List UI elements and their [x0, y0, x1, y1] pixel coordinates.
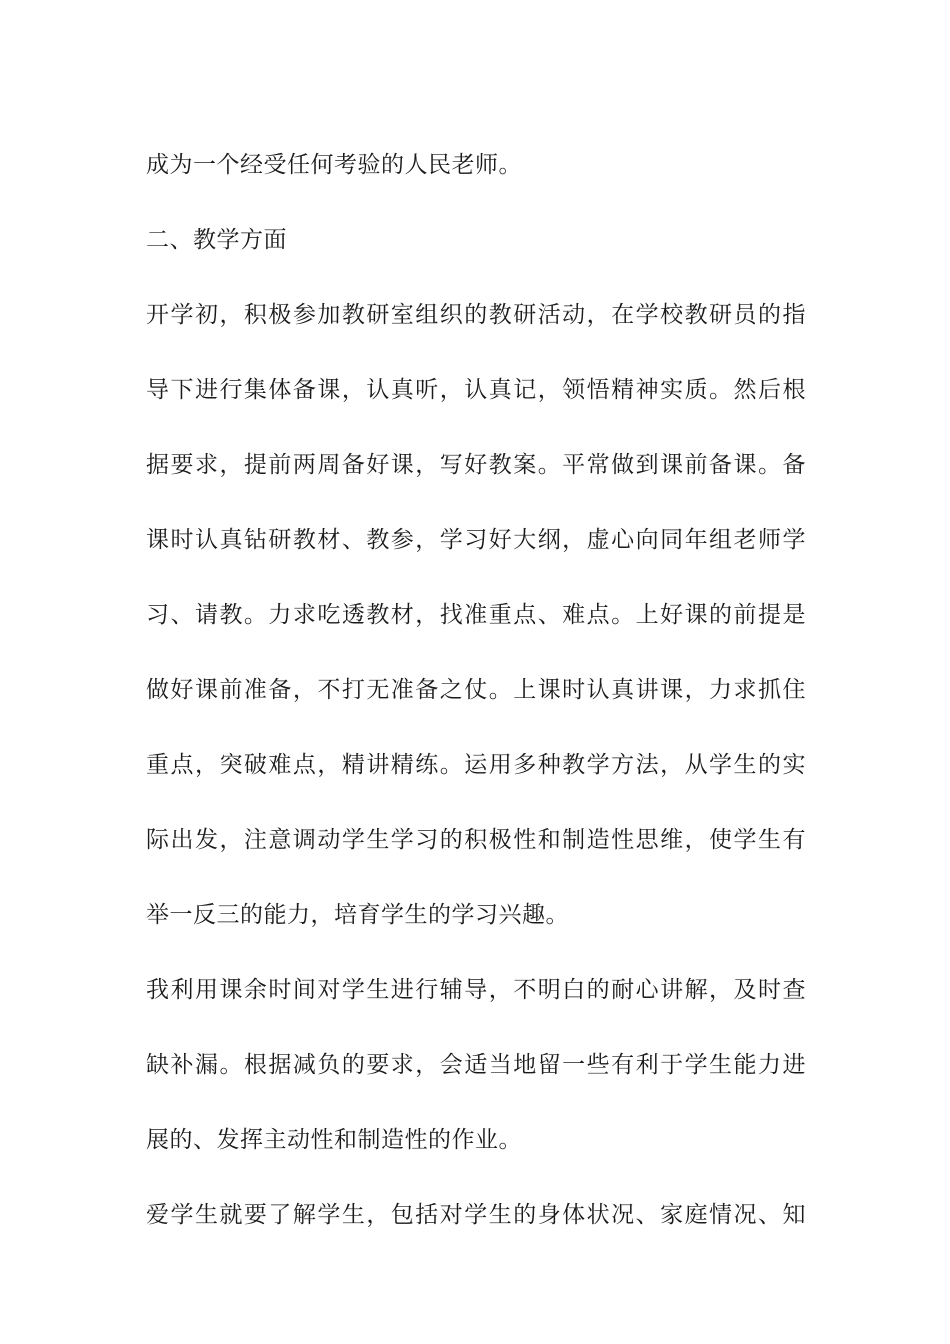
paragraph-line: 重点，突破难点，精讲精练。运用多种教学方法，从学生的实: [146, 752, 806, 778]
paragraph-line: 成为一个经受任何考验的人民老师。: [146, 152, 522, 178]
paragraph-line: 做好课前准备，不打无准备之仗。上课时认真讲课，力求抓住: [146, 677, 806, 703]
paragraph-line: 据要求，提前两周备好课，写好教案。平常做到课前备课。备: [146, 452, 806, 478]
paragraph-line: 爱学生就要了解学生，包括对学生的身体状况、家庭情况、知: [146, 1202, 806, 1228]
paragraph-line: 展的、发挥主动性和制造性的作业。: [146, 1127, 522, 1153]
paragraph-line: 课时认真钻研教材、教参，学习好大纲，虚心向同年组老师学: [146, 527, 806, 553]
section-heading: 二、教学方面: [146, 227, 287, 253]
paragraph-line: 我利用课余时间对学生进行辅导，不明白的耐心讲解，及时查: [146, 977, 806, 1003]
paragraph-line: 举一反三的能力，培育学生的学习兴趣。: [146, 902, 569, 928]
paragraph-line: 习、请教。力求吃透教材，找准重点、难点。上好课的前提是: [146, 602, 806, 628]
paragraph-line: 开学初，积极参加教研室组织的教研活动，在学校教研员的指: [146, 302, 806, 328]
paragraph-line: 际出发，注意调动学生学习的积极性和制造性思维，使学生有: [146, 827, 806, 853]
paragraph-line: 缺补漏。根据减负的要求，会适当地留一些有利于学生能力进: [146, 1052, 806, 1078]
paragraph-line: 导下进行集体备课，认真听，认真记，领悟精神实质。然后根: [146, 377, 806, 403]
body-text: [146, 128, 806, 1253]
